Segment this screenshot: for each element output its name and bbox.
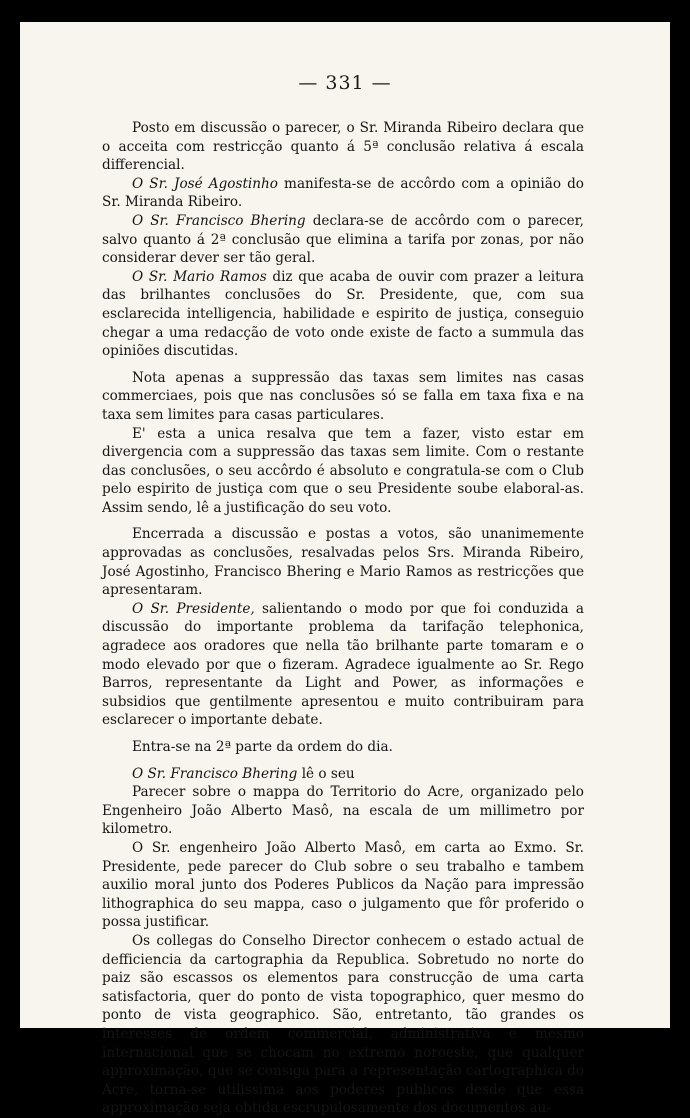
paragraph [102,839,584,932]
paragraph [102,525,584,599]
paragraph [102,738,584,757]
paragraph [102,932,584,1118]
paragraph [102,765,584,784]
paragraph [102,175,584,212]
paragraph-text: lê o seu [297,765,355,782]
paragraph [102,119,584,175]
paragraph-text: Encerrada a discussão e postas a votos, são unanimemente approvadas as conclusões, resalvadas pelos Srs. Miranda Ribeiro, José Agostinho, Francisco Bhering e Mario Ramos as restricções que apresentaram. [102,526,584,599]
speaker-name: O Sr. Francisco Bhering [132,212,306,229]
paragraph [102,425,584,518]
paragraph [102,600,584,730]
paragraph-text: manifesta-se de accôrdo com a opinião do Sr. Miranda Ribeiro. [102,175,584,211]
paragraph-text: Nota apenas a suppressão das taxas sem limites nas casas commerciaes, pois que nas conclusões só se falla em taxa fixa e na taxa sem limites para casas particulares. [102,369,584,423]
body-text [102,119,584,1118]
page-number: — 331 — [298,72,392,94]
paragraph-text: E' esta a unica resalva que tem a fazer, visto estar em divergencia com a suppressão das taxas sem limite. Com o restante das conclusões, o seu accôrdo é absoluto e congratula-se com o Club pelo espirito de justiça com que o seu Presidente soube elaboral-as. Assim sendo, lê a justificação do seu voto. [102,425,584,516]
speaker-name: O Sr. Presidente, [132,600,255,617]
paragraph-text: salientando o modo por que foi conduzida a discussão do importante problema da tarifação telephonica, agradece aos oradores que nella tão brilhante parte tomaram e o modo elevado por que o fizeram. Agradece igualmente ao Sr. Rego Barros, representante da Light and Power, as informações e subsidios que gentilmente apresentou e muito contribuiram para esclarecer o importante debate. [102,600,584,729]
paragraph [102,369,584,425]
document-page [20,22,670,1117]
paragraph-text: Os collegas do Conselho Director conhecem o estado actual de defficiencia da cartographia da Republica. Sobretudo no norte do paiz são escassos os elementos para construcção de uma carta satisfactoria, quer do ponto de vista topographico, quer mesmo do ponto de vista geographico. São, entretanto, tão grandes os interesses de ordem commercial, administrativa e mesmo internacional que se chocam no extremo noroeste, que qualquer approximação, que se consiga para a representação cartographica do Acre, torna-se utilissima aos poderes publicos desde que essa approximação seja obtida escrupulosamente dos documentos au- [102,932,584,1117]
paragraph-text: diz que acaba de ouvir com prazer a leitura das brilhantes conclusões do Sr. Presidente, que, com sua esclarecida intelligencia, habilidade e espirito de justiça, conseguio chegar a uma redacção de voto onde existe de facto a summula das opiniões discutidas. [102,268,584,360]
speaker-name: O Sr. Francisco Bhering [132,765,298,782]
paragraph-text: Posto em discussão o parecer, o Sr. Miranda Ribeiro declara que o acceita com restricção quanto á 5ª conclusão relativa á escala differencial. [102,120,584,174]
paragraph-text: Parecer sobre o mappa do Territorio do Acre, organizado pelo Engenheiro João Alberto Masô, na escala de um millimetro por kilometro. [102,784,584,838]
paragraph-text: Entra-se na 2ª parte da ordem do dia. [132,739,393,755]
paragraph [102,268,584,361]
paragraph [102,212,584,268]
speaker-name: O Sr. Mario Ramos [132,268,267,285]
speaker-name: O Sr. José Agostinho [132,175,278,192]
paragraph [102,783,584,839]
paragraph-text: O Sr. engenheiro João Alberto Masô, em carta ao Exmo. Sr. Presidente, pede parecer do Club sobre o seu trabalho e tambem auxilio moral junto dos Poderes Publicos da Nação para impressão lithographica do seu mappa, caso o julgamento que fôr proferido o possa justificar. [102,839,584,931]
paragraph-text: declara-se de accôrdo com o parecer, salvo quanto á 2ª conclusão que elimina a tarifa por zonas, por não considerar dever ser tão geral. [102,212,584,267]
